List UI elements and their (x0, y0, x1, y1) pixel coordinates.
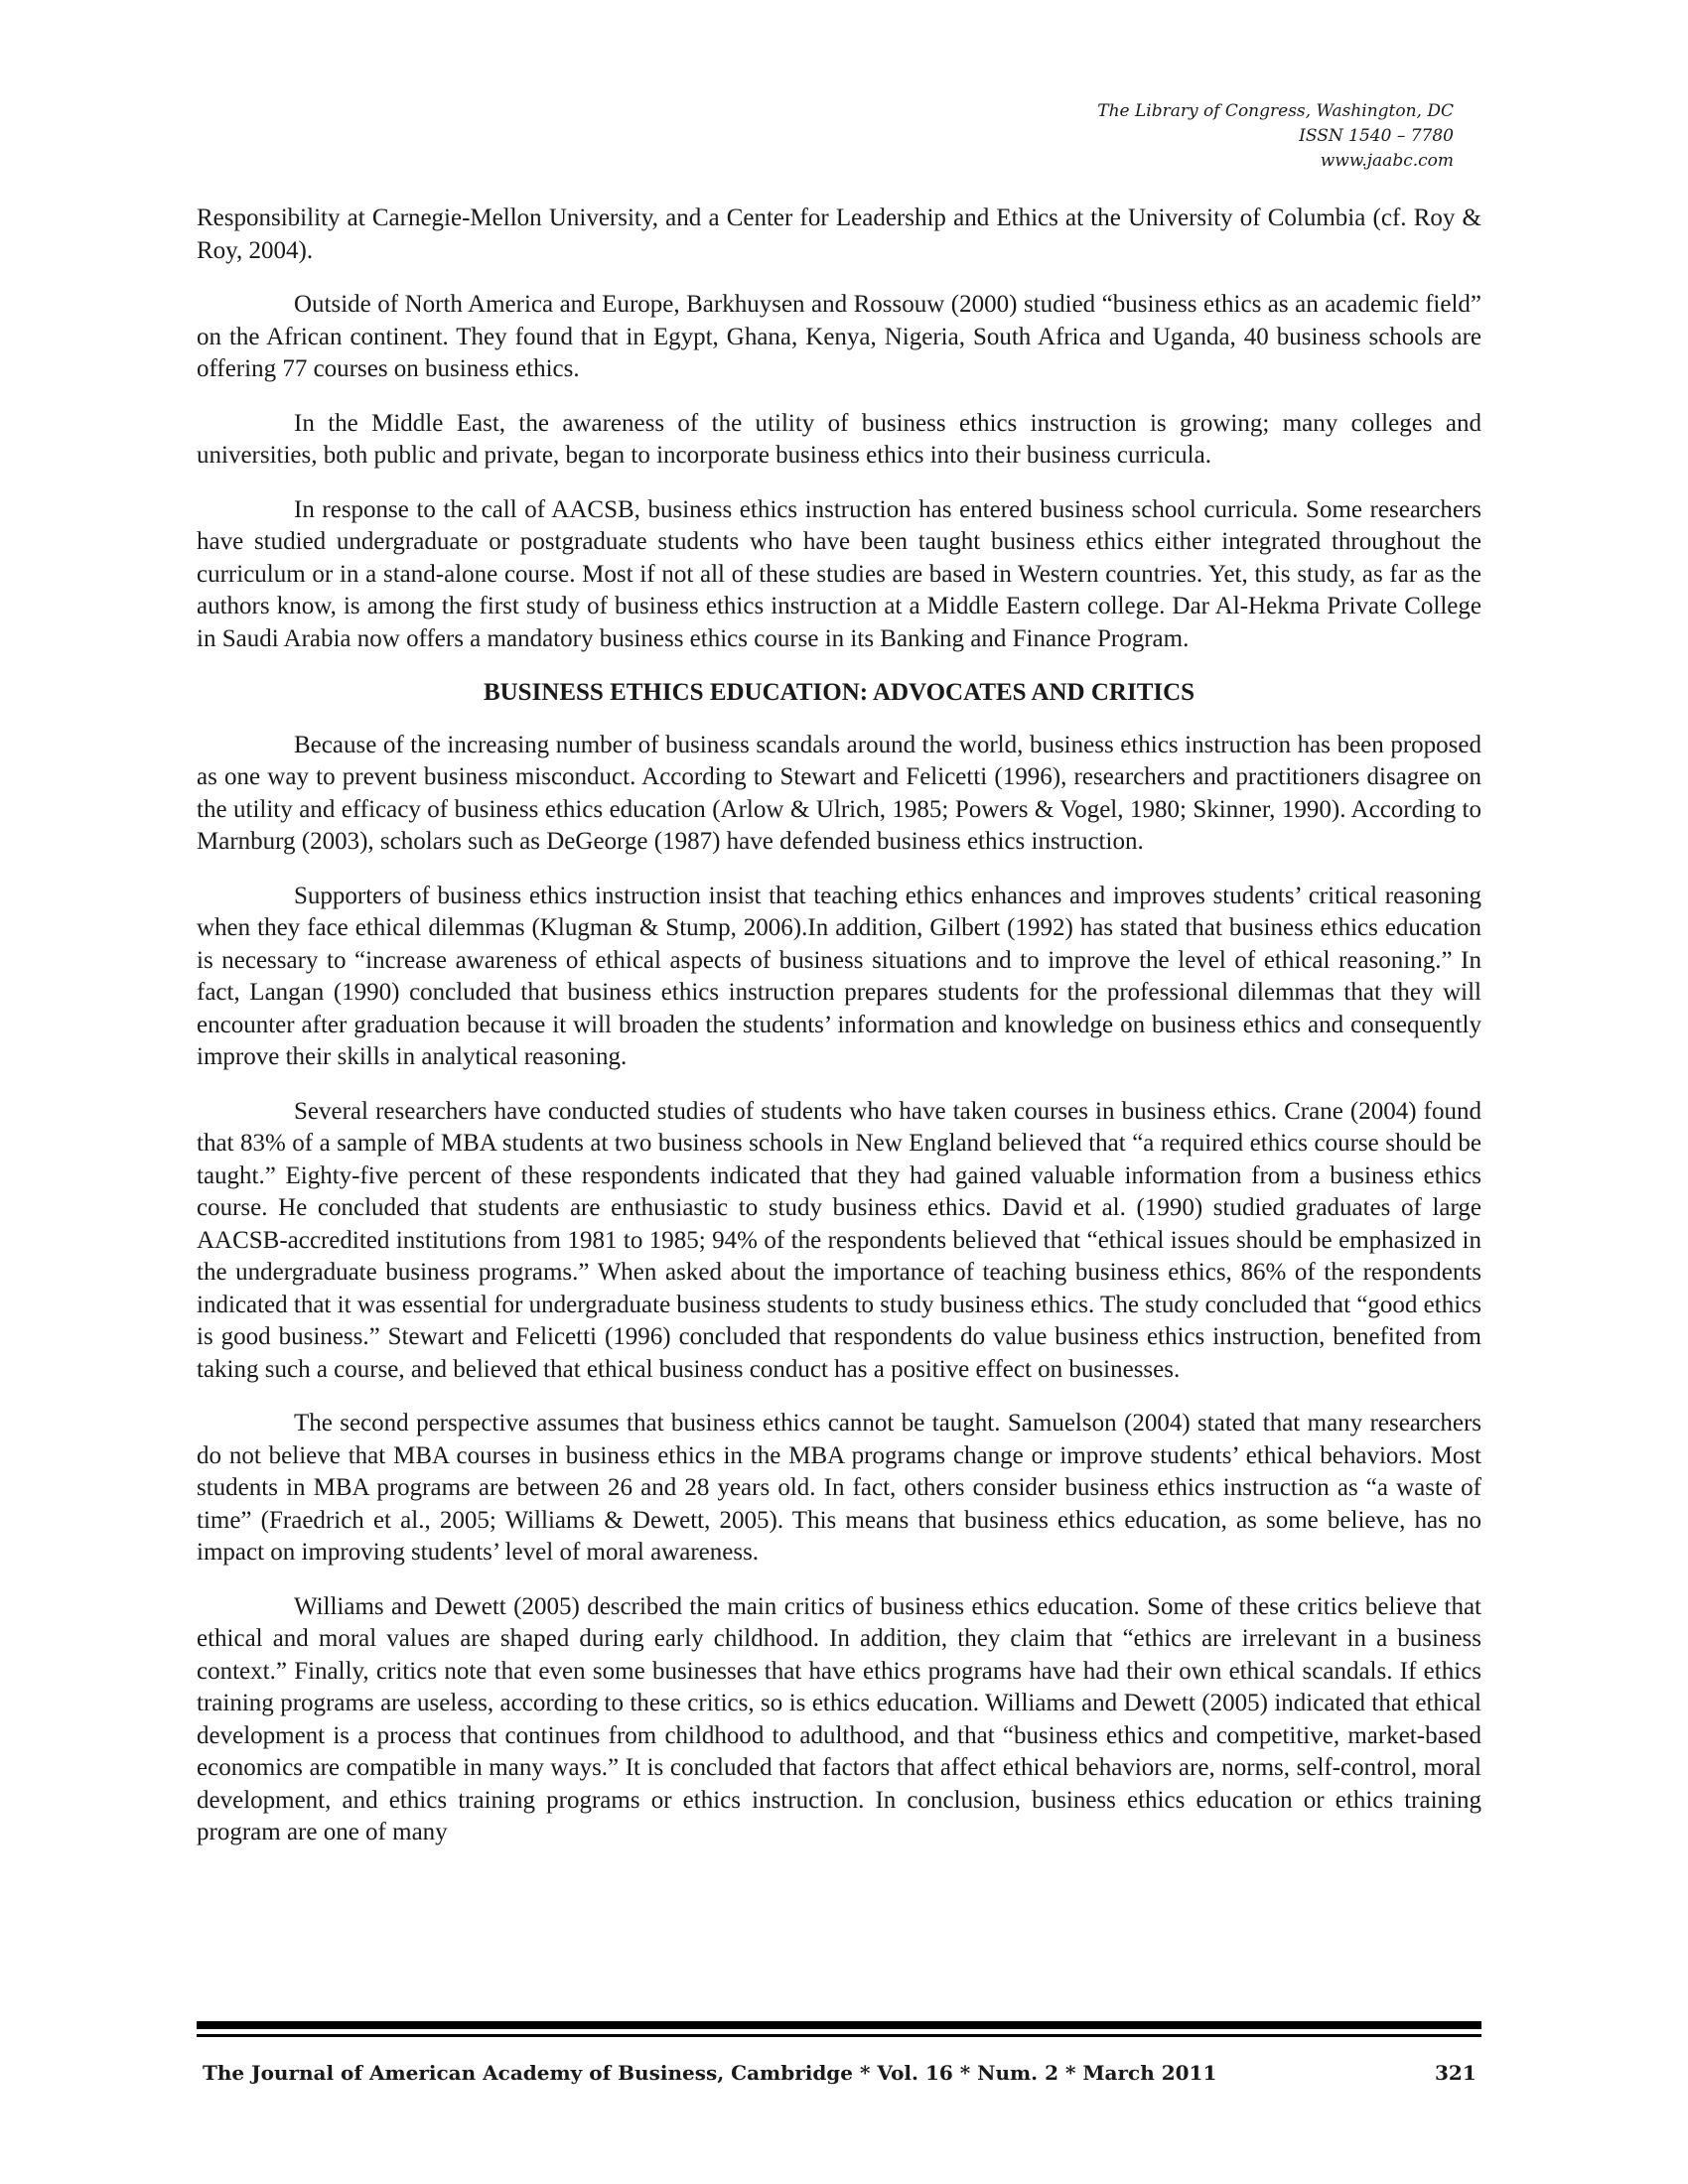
paragraph-supporters: Supporters of business ethics instruction insist that teaching ethics enhances and improves students’ critical reasoning when they face ethical dilemmas (Klugman & Stump, 2006).In addition, Gilbert (1992) has stated that business ethics education is necessary to “increase awareness of ethical aspects of business situations and to improve the level of ethical reasoning.” In fact, Langan (1990) concluded that business ethics instruction prepares students for the professional dilemmas that they will encounter after graduation because it will broaden the students’ information and knowledge on business ethics and consequently improve their skills in analytical reasoning. (197, 882, 1481, 1070)
paragraph-middle-east: In the Middle East, the awareness of the utility of business ethics instruction is growing; many colleges and universities, both public and private, began to incorporate business ethics into their business curricula. (197, 409, 1481, 469)
paragraph-second-perspective: The second perspective assumes that business ethics cannot be taught. Samuelson (2004) stated that many researchers do not believe that MBA courses in business ethics in the MBA programs change or improve students’ ethical behaviors. Most students in MBA programs are between 26 and 28 years old. In fact, others consider business ethics instruction as “a waste of time” (Fraedrich et al., 2005; Williams & Dewett, 2005). This means that business ethics education, as some believe, has no impact on improving students’ level of moral awareness. (197, 1410, 1481, 1566)
header-website: www.jaabc.com (1320, 151, 1454, 171)
section-heading: BUSINESS ETHICS EDUCATION: ADVOCATES AND CRITICS (483, 679, 1196, 706)
footer-journal-citation: The Journal of American Academy of Business, Cambridge * Vol. 16 * Num. 2 * March 2011 (203, 2061, 1217, 2085)
footer-rule-thin (197, 2034, 1481, 2037)
running-header (1097, 99, 1454, 174)
header-publisher: The Library of Congress, Washington, DC (1097, 101, 1454, 121)
page-number: 321 (1435, 2061, 1477, 2085)
paragraph-continued: Responsibility at Carnegie-Mellon University, and a Center for Leadership and Ethics at the University of Columbia (cf. Roy & Roy, 2004). (197, 205, 1481, 264)
running-footer (197, 2057, 1481, 2089)
paragraph-critics: Williams and Dewett (2005) described the main critics of business ethics education. Some of these critics believe that ethical and moral values are shaped during early childhood. In addition, they claim that “ethics are irrelevant in a business context.” Finally, critics note that even some businesses that have ethics programs have had their own ethical scandals. If ethics training programs are useless, according to these critics, so is ethics education. Williams and Dewett (2005) indicated that ethical development is a process that continues from childhood to adulthood, and that “business ethics and competitive, market-based economics are compatible in many ways.” It is concluded that factors that affect ethical behaviors are, norms, self-control, moral development, and ethics training programs or ethics instruction. In conclusion, business ethics education or ethics training program are one of many (197, 1592, 1481, 1845)
header-issn: ISSN 1540 – 7780 (1299, 126, 1454, 146)
paragraph-aacsb: In response to the call of AACSB, business ethics instruction has entered business school curricula. Some researchers have studied undergraduate or postgraduate students who have been taught business ethics either integrated throughout the curriculum or in a stand-alone course. Most if not all of these studies are based in Western countries. Yet, this study, as far as the authors know, is among the first study of business ethics instruction at a Middle Eastern college. Dar Al-Hekma Private College in Saudi Arabia now offers a mandatory business ethics course in its Banking and Finance Program. (197, 495, 1481, 652)
paragraph-africa: Outside of North America and Europe, Barkhuysen and Rossouw (2000) studied “business ethics as an academic field” on the African continent. They found that in Egypt, Ghana, Kenya, Nigeria, South Africa and Uganda, 40 business schools are offering 77 courses on business ethics. (197, 291, 1481, 382)
article-body (197, 203, 1481, 1871)
paragraph-scandals: Because of the increasing number of business scandals around the world, business ethics instruction has been proposed as one way to prevent business misconduct. According to Stewart and Felicetti (1996), researchers and practitioners disagree on the utility and efficacy of business ethics education (Arlow & Ulrich, 1985; Powers & Vogel, 1980; Skinner, 1990). According to Marnburg (2003), scholars such as DeGeorge (1987) have defended business ethics instruction. (197, 731, 1481, 855)
paragraph-studies: Several researchers have conducted studies of students who have taken courses in business ethics. Crane (2004) found that 83% of a sample of MBA students at two business schools in New England believed that “a required ethics course should be taught.” Eighty-five percent of these respondents indicated that they had gained valuable information from a business ethics course. He concluded that students are enthusiastic to study business ethics. David et al. (1990) studied graduates of large AACSB-accredited institutions from 1981 to 1985; 94% of the respondents believed that “ethical issues should be emphasized in the undergraduate business programs.” When asked about the importance of teaching business ethics, 86% of the respondents indicated that it was essential for undergraduate business students to study business ethics. The study concluded that “good ethics is good business.” Stewart and Felicetti (1996) concluded that respondents do value business ethics instruction, benefited from taking such a course, and believed that ethical business conduct has a positive effect on businesses. (197, 1097, 1481, 1383)
footer-rule-thick (197, 2021, 1481, 2029)
